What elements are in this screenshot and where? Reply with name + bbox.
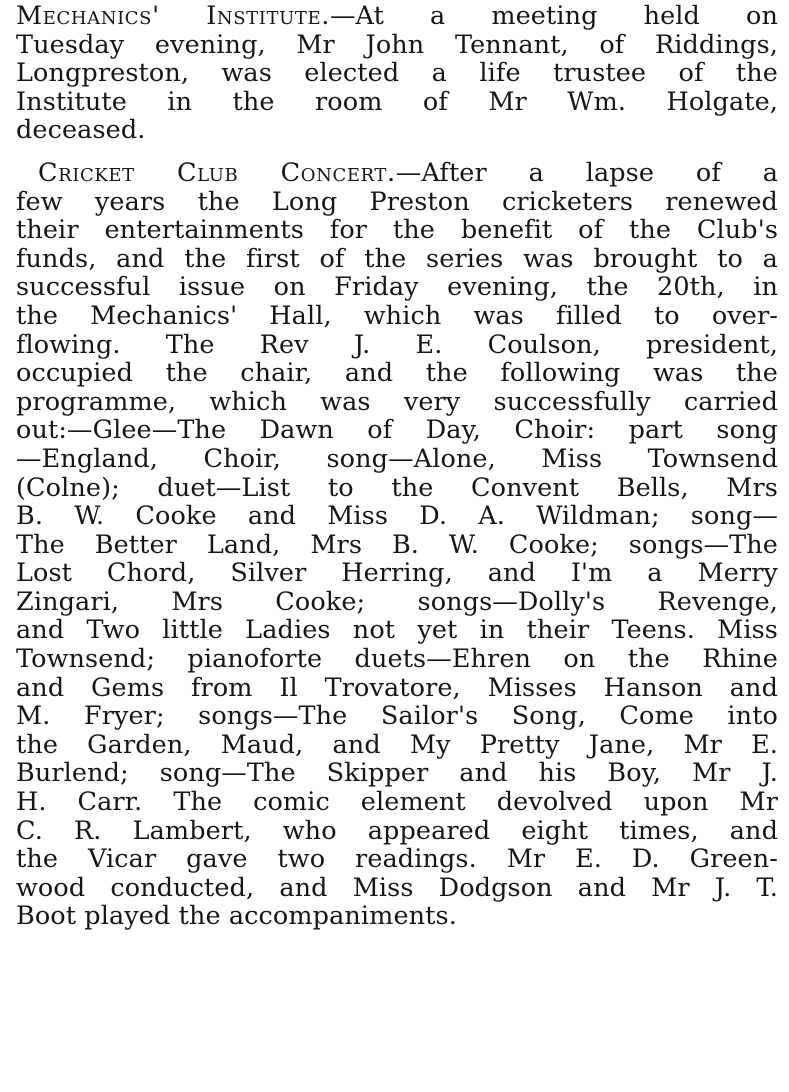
article-line: Longpreston, was elected a life trustee of the xyxy=(16,58,778,89)
article-line xyxy=(16,159,778,188)
article-line: Institute in the room of Mr Wm. Holgate, xyxy=(16,86,778,117)
article-line: Lost Chord, Silver Herring, and I'm a Merry xyxy=(16,558,778,589)
article-line: M. Fryer; songs—The Sailor's Song, Come into xyxy=(16,701,778,732)
article-line: funds, and the first of the series was brought to a xyxy=(16,243,778,274)
heading-line-rest: —At a meeting held on xyxy=(329,1,778,31)
article-line: B. W. Cooke and Miss D. A. Wildman; song— xyxy=(16,501,778,532)
article-line: deceased. xyxy=(16,115,146,146)
article-line: Tuesday evening, Mr John Tennant, of Riddings, xyxy=(16,29,778,60)
article-line: The Better Land, Mrs B. W. Cooke; songs—The xyxy=(16,529,778,560)
article-line: Boot played the accompaniments. xyxy=(16,901,457,932)
article-line: (Colne); duet—List to the Convent Bells, Mrs xyxy=(16,472,778,503)
article-line: few years the Long Preston cricketers renewed xyxy=(16,186,778,217)
paragraph-heading: Cricket Club Concert. xyxy=(38,157,396,188)
article-line: Zingari, Mrs Cooke; songs—Dolly's Revenge, xyxy=(16,586,778,617)
article-line: their entertainments for the benefit of the Club's xyxy=(16,215,778,246)
article-line: and Two little Ladies not yet in their Teens. Miss xyxy=(16,615,778,646)
article-line: —England, Choir, song—Alone, Miss Townsend xyxy=(16,443,778,474)
paragraph-cricket-club-concert xyxy=(16,159,778,931)
article-line: Townsend; pianoforte duets—Ehren on the Rhine xyxy=(16,644,778,675)
article-line: Burlend; song—The Skipper and his Boy, Mr J. xyxy=(16,758,778,789)
article-line: H. Carr. The comic element devolved upon Mr xyxy=(16,787,778,818)
article-line: flowing. The Rev J. E. Coulson, president, xyxy=(16,329,778,360)
article-line: the Garden, Maud, and My Pretty Jane, Mr E. xyxy=(16,729,778,760)
heading-line-rest: —After a lapse of a xyxy=(395,157,778,188)
article-line: the Mechanics' Hall, which was filled to over- xyxy=(16,300,778,331)
article-line: occupied the chair, and the following was the xyxy=(16,358,778,389)
article-line: programme, which was very successfully carried xyxy=(16,386,778,417)
article-line: C. R. Lambert, who appeared eight times, and xyxy=(16,815,778,846)
paragraph-mechanics-institute xyxy=(16,2,778,145)
article-line: successful issue on Friday evening, the 20th, in xyxy=(16,272,778,303)
paragraph-heading: Mechanics' Institute. xyxy=(16,1,330,31)
article-line xyxy=(16,2,778,31)
article-line: wood conducted, and Miss Dodgson and Mr J. T. xyxy=(16,872,778,903)
article-line: and Gems from Il Trovatore, Misses Hanson and xyxy=(16,672,778,703)
article-line: the Vicar gave two readings. Mr E. D. Green- xyxy=(16,844,778,875)
article-line: out:—Glee—The Dawn of Day, Choir: part song xyxy=(16,415,778,446)
newspaper-column xyxy=(16,2,778,931)
